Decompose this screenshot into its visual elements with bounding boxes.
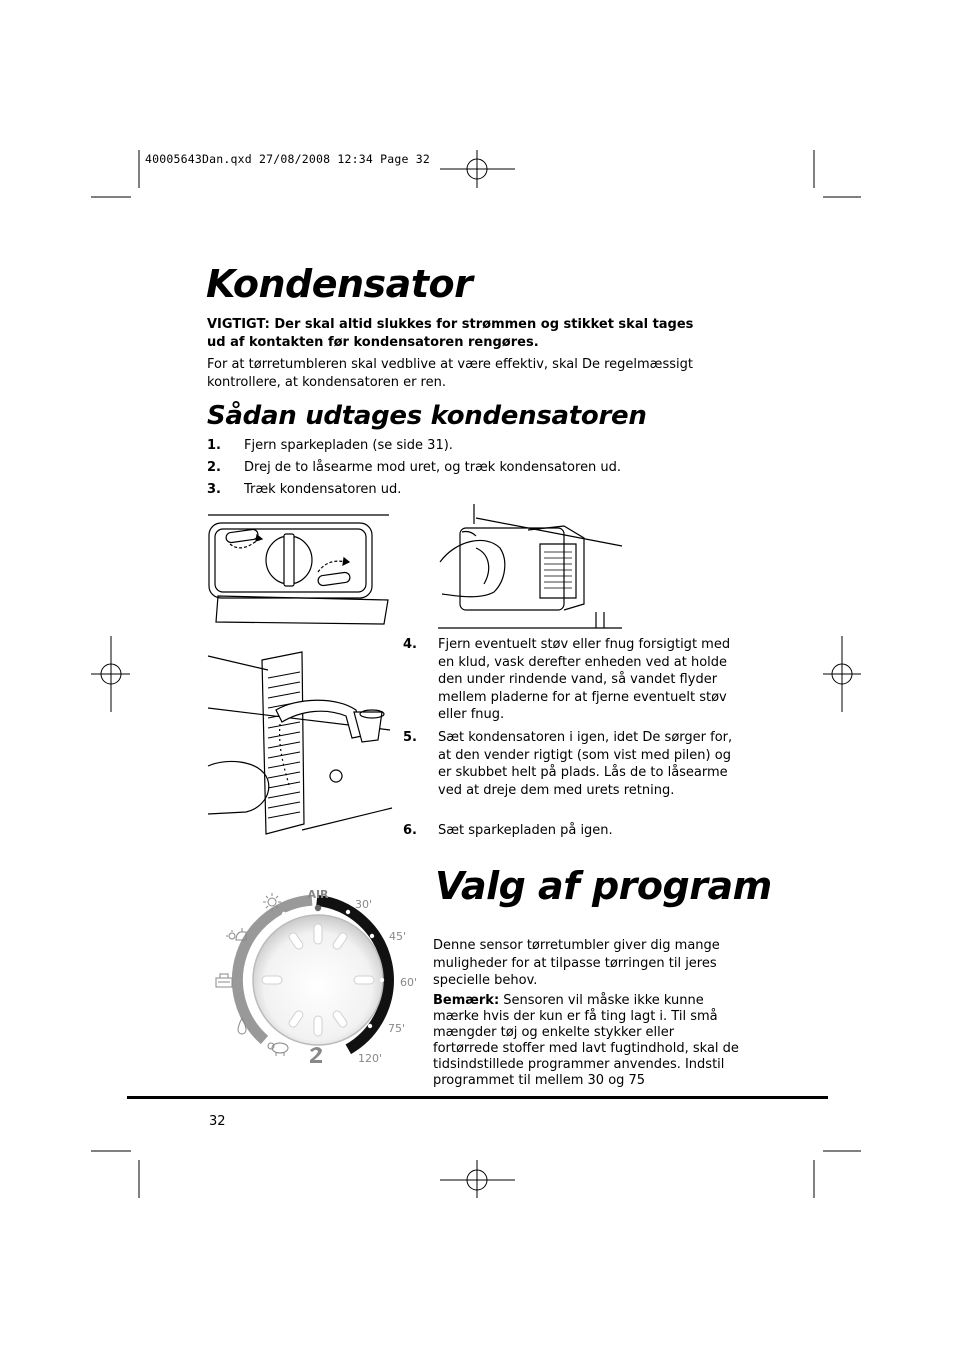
warning-text: VIGTIGT: Der skal altid slukkes for strømmen og stikket skal tages ud af kontakten før kondensatoren rengøres. [207, 317, 694, 350]
illustration-rinse-condenser [206, 648, 396, 838]
steps-list-1-3 [207, 437, 667, 503]
page-number: 32 [209, 1114, 226, 1129]
dial-label-120: 120' [358, 1052, 383, 1065]
section-title-kondensator: Kondensator [206, 262, 473, 306]
list-item: 2. Drej de to låsearme mod uret, og træk kondensatoren ud. [207, 460, 622, 475]
list-item: 6. Sæt sparkepladen på igen. [403, 823, 613, 838]
dial-label-air: AIR [307, 888, 329, 901]
dial-label-30: 30' [355, 898, 373, 911]
steps-list-4-6 [403, 636, 748, 844]
program-note: Bemærk: Sensoren vil måske ikke kunne mærke hvis der kun er få ting lagt i. Til små mængder tøj og enkelte stykker eller fortørrede stoffer med lavt fugtindhold, skal de tidsindstillede programmer anvendes. Indstil programmet til mellem 30 og 75 [433, 993, 739, 1088]
footer-rule [127, 1096, 828, 1099]
print-slug: 40005643Dan.qxd 27/08/2008 12:34 Page 32 [145, 152, 430, 166]
list-item: 4. Fjern eventuelt støv eller fnug forsigtigt med en klud, vask derefter enheden ved at holde den under rindende vand, så vandet flyder mellem pladerne for at fjerne eventuelt støv eller fnug. [403, 637, 731, 722]
list-item: 3. Træk kondensatoren ud. [207, 482, 402, 497]
section-title-program: Valg af program [435, 864, 772, 908]
cupboard-icon [216, 974, 232, 987]
list-item: 1. Fjern sparkepladen (se side 31). [207, 438, 453, 453]
program-intro: Denne sensor tørretumbler giver dig mange muligheder for at tilpasse tørringen til jeres specielle behov. [433, 938, 720, 988]
section-title-udtages: Sådan udtages kondensatoren [207, 401, 647, 431]
sheep-icon [268, 1043, 288, 1056]
intro-text: For at tørretumbleren skal vedblive at være effektiv, skal De regelmæssigt kontrollere, at kondensatoren er ren. [207, 357, 693, 390]
dial-label-60: 60' [400, 976, 418, 989]
dial-label-45: 45' [389, 930, 407, 943]
list-item: 5. Sæt kondensatoren i igen, idet De sørger for, at den vender rigtigt (som vist med pilen) og er skubbet helt på plads. Lås de to låsearme ved at dreje dem med urets retning. [403, 730, 733, 798]
program-dial [200, 880, 420, 1080]
illustration-lock-arms [206, 512, 391, 632]
illustration-pull-condenser [436, 500, 626, 630]
dial-label-75: 75' [388, 1022, 406, 1035]
level-2-icon [310, 1047, 322, 1063]
